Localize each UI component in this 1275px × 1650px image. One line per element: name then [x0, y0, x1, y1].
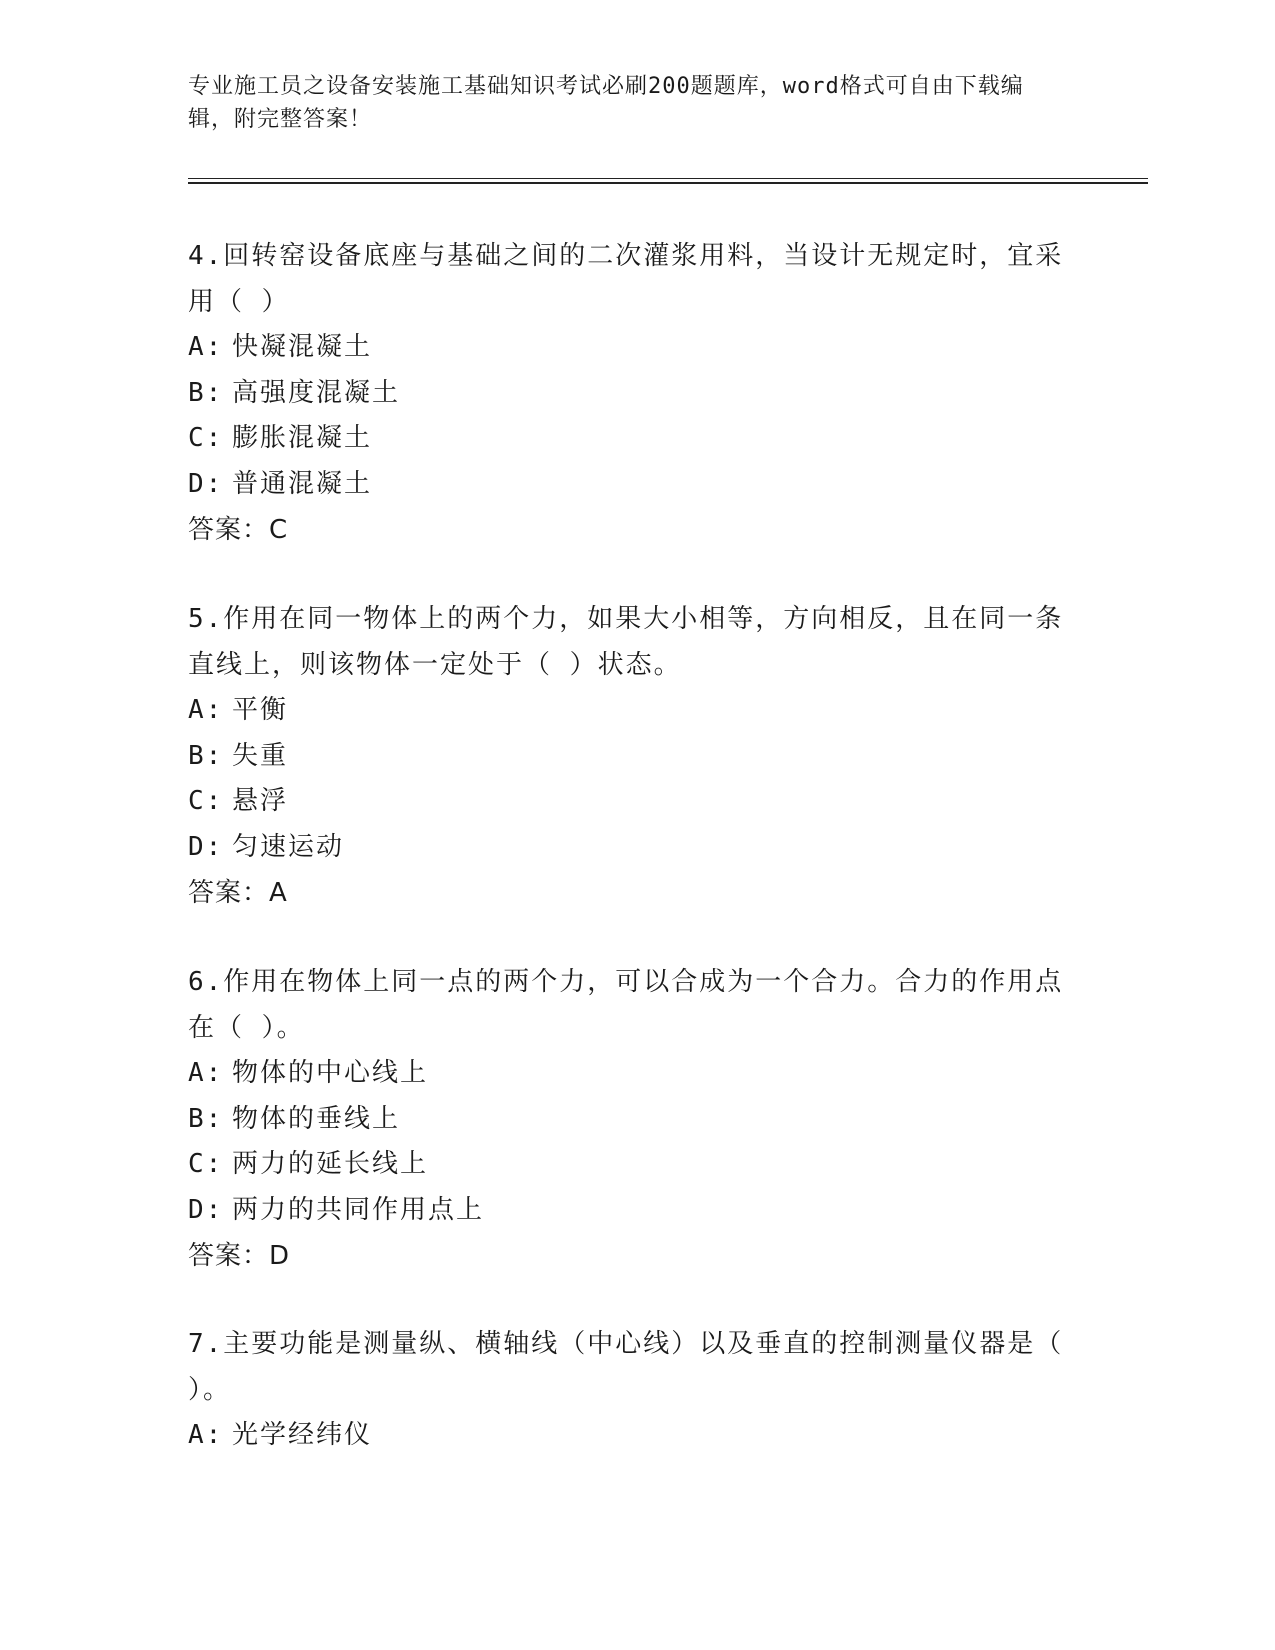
option-text: 悬浮 [232, 786, 289, 816]
option-c [188, 416, 1068, 462]
option-letter: C: [188, 1149, 224, 1179]
option-letter: A: [188, 1420, 224, 1450]
option-letter: A: [188, 695, 224, 725]
option-a [188, 1413, 1068, 1459]
option-text: 高强度混凝土 [232, 377, 401, 408]
option-letter: D: [188, 831, 224, 862]
option-d [188, 462, 1068, 508]
question-7 [188, 1321, 1068, 1459]
header-divider-thin [188, 178, 1148, 179]
question-stem: 4.回转窑设备底座与基础之间的二次灌浆用料，当设计无规定时，宜采用（ ） [188, 241, 1064, 317]
option-c [188, 779, 1068, 825]
question-4 [188, 233, 1068, 553]
answer-line: 答案：A [188, 878, 288, 908]
option-letter: C: [188, 423, 224, 453]
option-letter: B: [188, 740, 224, 771]
option-letter: A: [188, 1058, 224, 1088]
option-a [188, 688, 1068, 734]
option-d [188, 825, 1068, 871]
option-letter: B: [188, 377, 224, 408]
option-d [188, 1188, 1068, 1234]
option-c [188, 1142, 1068, 1188]
option-b [188, 1097, 1068, 1143]
question-stem: 7.主要功能是测量纵、横轴线（中心线）以及垂直的控制测量仪器是（ ）。 [188, 1329, 1064, 1405]
option-a [188, 325, 1068, 371]
document-header: 专业施工员之设备安装施工基础知识考试必刷200题题库，word格式可自由下载编辑，附完整答案！ [188, 74, 1024, 132]
option-letter: D: [188, 1194, 224, 1225]
option-text: 膨胀混凝土 [232, 423, 373, 453]
option-text: 失重 [232, 740, 289, 771]
option-text: 两力的共同作用点上 [232, 1194, 485, 1225]
answer-line: 答案：D [188, 1241, 291, 1271]
question-6 [188, 959, 1068, 1279]
option-text: 物体的中心线上 [232, 1058, 429, 1088]
option-text: 匀速运动 [232, 831, 345, 862]
option-letter: C: [188, 786, 224, 816]
option-b [188, 371, 1068, 417]
option-letter: B: [188, 1103, 224, 1134]
header-divider-thick [188, 182, 1148, 184]
option-letter: A: [188, 332, 224, 362]
option-text: 快凝混凝土 [232, 332, 373, 362]
question-stem: 6.作用在物体上同一点的两个力，可以合成为一个合力。合力的作用点在（ ）。 [188, 967, 1064, 1043]
option-a [188, 1051, 1068, 1097]
question-stem: 5.作用在同一物体上的两个力，如果大小相等，方向相反，且在同一条直线上，则该物体一定处于（ ）状态。 [188, 604, 1064, 680]
option-text: 普通混凝土 [232, 468, 373, 499]
option-letter: D: [188, 468, 224, 499]
option-text: 平衡 [232, 695, 289, 725]
option-text: 两力的延长线上 [232, 1149, 429, 1179]
option-text: 光学经纬仪 [232, 1420, 373, 1450]
option-b [188, 734, 1068, 780]
option-text: 物体的垂线上 [232, 1103, 401, 1134]
answer-line: 答案：C [188, 515, 289, 545]
question-5 [188, 596, 1068, 916]
